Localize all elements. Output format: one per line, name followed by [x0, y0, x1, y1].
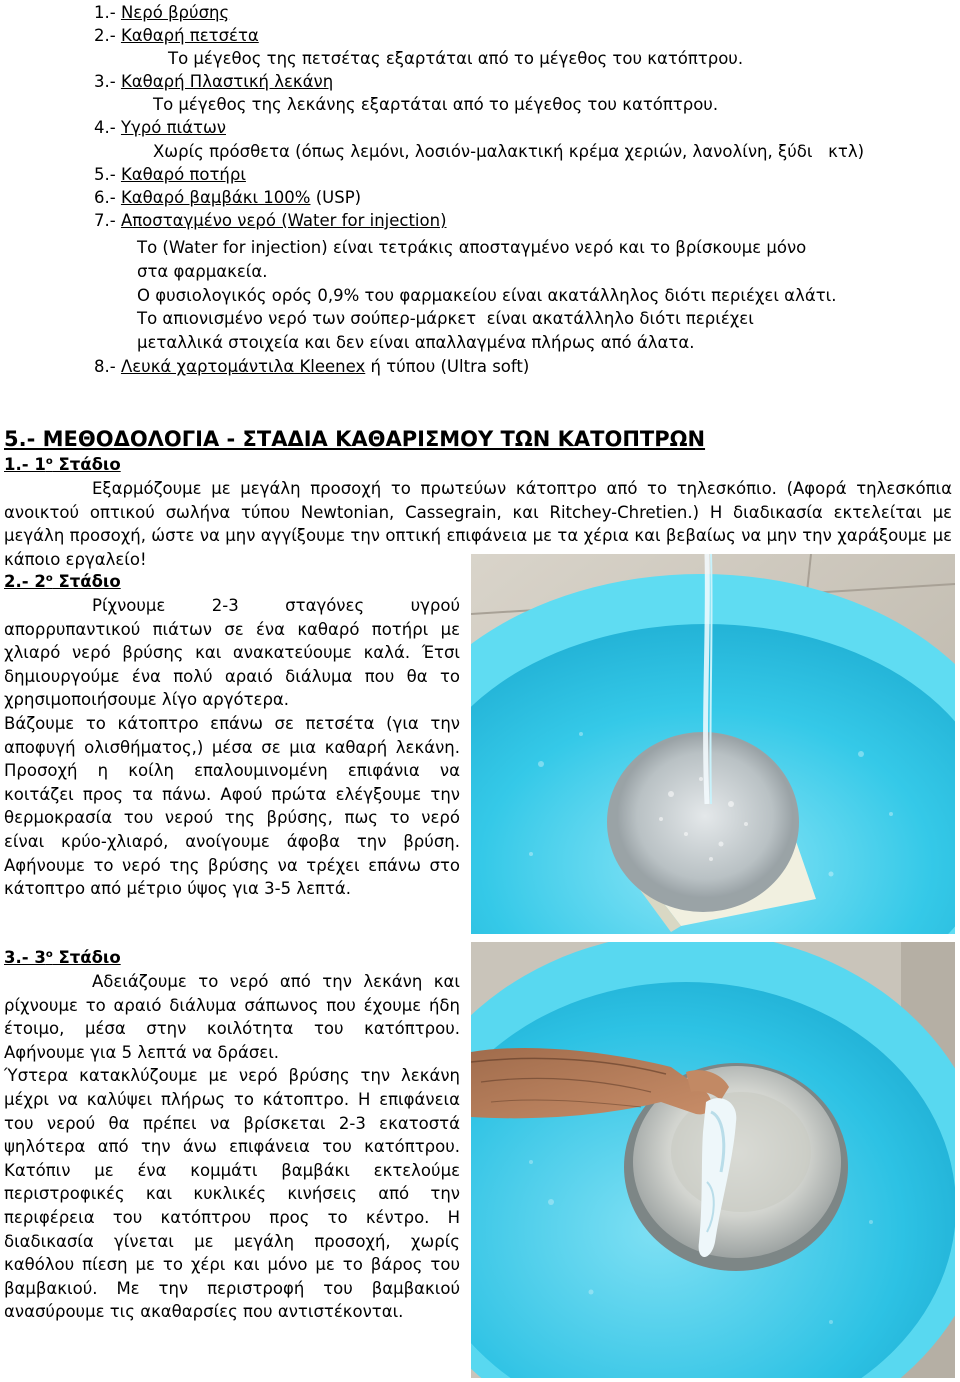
material-label-6: Καθαρό βαμβάκι 100%: [120, 188, 311, 207]
basin-rinse-photo: [471, 554, 955, 934]
stage-3-heading: 3.- $3^o$ Στάδιο: [4, 948, 121, 967]
material-note-4: Χωρίς πρόσθετα (όπως λεμόνι, λοσιόν-μαλακτική κρέμα χεριών, λανολίνη, ξύδι κτλ): [153, 142, 865, 161]
material-item-1: 1.- Νερό βρύσης: [94, 3, 230, 22]
stage-1-text: Εξαρμόζουμε με μεγάλη προσοχή το πρωτεύων κάτοπτρο από το τηλεσκόπιο. (Αφορά τηλεσκόπια ανοικτού οπτικού σωλήνα τύπου Newtonian, Cassegrain, και Ritchey-Chretien.) Η διαδικασία εκτελείται με μεγάλη προσοχή, ώστε να μην αγγίξουμε την οπτική επιφάνεια με τα χέρια και βεβαίως να μην την χαράξουμε με κάποιο εργαλείο!: [4, 479, 952, 569]
material-label-4: Υγρό πιάτων: [120, 118, 226, 137]
stage-1-heading: 1.- $1^o$ Στάδιο: [4, 455, 121, 474]
material-label-3: Καθαρή Πλαστική λεκάνη: [120, 72, 334, 91]
material-note-7a: Το (Water for injection) είναι τετράκις αποσταγμένο νερό και το βρίσκουμε μόνο: [137, 238, 807, 257]
material-note-7d: Το απιονισμένο νερό των σούπερ-μάρκετ είναι ακατάλληλο διότι περιέχει: [137, 309, 754, 328]
stage-2-heading: 2.- $2^o$ Στάδιο: [4, 572, 121, 591]
material-label-7: Αποσταγμένο νερό (Water for injection): [120, 211, 447, 230]
material-label-1: Νερό βρύσης: [120, 3, 230, 22]
stage-2-text: Ρίχνουμε 2-3 σταγόνες υγρού απορρυπαντικού πιάτων σε ένα καθαρό ποτήρι με χλιαρό νερό βρύσης και ανακατεύουμε καλά. Έτσι δημιουργούμε ένα πολύ αραιό διάλυμα που θα το χρησιμοποιήσουμε λίγο αργότερα. Βάζουμε το κάτοπτρο επάνω σε πετσέτα (για την αποφυγή ολισθήματος,) μέσα σε μια καθαρή λεκάνη. Προσοχή η κοίλη επαλουμινομένη επιφάνια να κοιτάζει προς τα πάνω. Αφού πρώτα ελέγξουμε την θερμοκρασία του νερού της βρύσης, πως το νερό είναι κρύο-χλιαρό, ανοίγουμε άφοβα την βρύση. Αφήνουμε το νερό της βρύσης να τρέχει επάνω στο κάτοπτρο από μέτριο ύψος για 3-5 λεπτά.: [4, 596, 460, 899]
material-item-2: 2.- Καθαρή πετσέτα: [94, 26, 259, 45]
cotton-wipe-photo: [471, 942, 955, 1378]
material-note-7c: Ο φυσιολογικός ορός 0,9% του φαρμακείου είναι ακατάλληλος διότι περιέχει αλάτι.: [137, 286, 837, 305]
material-item-5: 5.- Καθαρό ποτήρι: [94, 165, 246, 184]
material-item-3: 3.- Καθαρή Πλαστική λεκάνη: [94, 72, 334, 91]
material-note-3: Το μέγεθος της λεκάνης εξαρτάται από το μέγεθος του κατόπτρου.: [153, 95, 719, 114]
section-heading: 5.- ΜΕΘΟΔΟΛΟΓΙΑ - ΣΤΑΔΙΑ ΚΑΘΑΡΙΣΜΟΥ ΤΩΝ ΚΑΤΟΠΤΡΩΝ: [4, 427, 706, 451]
material-label-2: Καθαρή πετσέτα: [120, 26, 259, 45]
material-item-8: 8.- Λευκά χαρτομάντιλα Kleenex ή τύπου (Ultra soft): [94, 357, 530, 376]
material-note-7e: μεταλλικά στοιχεία και δεν είναι απαλλαγμένα πλήρως από άλατα.: [137, 333, 695, 352]
material-item-7: 7.- Αποσταγμένο νερό (Water for injection): [94, 211, 447, 230]
material-label-5: Καθαρό ποτήρι: [120, 165, 246, 184]
stage-3-text: Αδειάζουμε το νερό από την λεκάνη και ρίχνουμε το αραιό διάλυμα σάπωνος που έχουμε ήδη έτοιμο, μέσα στην κοιλότητα του κατόπτρου. Αφήνουμε για 5 λεπτά να δράσει. Ύστερα κατακλύζουμε με νερό βρύσης την λεκάνη μέχρι να καλύψει πλήρως το κάτοπτρο. Η επιφάνεια του νερού θα πρέπει να βρίσκεται 2-3 εκατοστά ψηλότερα από την άνω επιφάνεια του κατόπτρου. Κατόπιν με ένα κομμάτι βαμβάκι εκτελούμε περιστροφικές και κυκλικές κινήσεις από την περιφέρεια του κατόπτρου προς το κέντρο. Η διαδικασία γίνεται με μεγάλη προσοχή, χωρίς καθόλου πίεση με το χέρι και μόνο με το βάρος του βαμβακιού. Με την περιστροφή του βαμβακιού ανασύρουμε τις ακαθαρσίες που αντιστέκονται.: [4, 972, 460, 1322]
material-item-4: 4.- Υγρό πιάτων: [94, 118, 226, 137]
material-label-8: Λευκά χαρτομάντιλα Kleenex: [120, 357, 366, 376]
material-note-2: Το μέγεθος της πετσέτας εξαρτάται από το μέγεθος του κατόπτρου.: [168, 49, 744, 68]
material-note-7b: στα φαρμακεία.: [137, 262, 268, 281]
material-item-6: 6.- Καθαρό βαμβάκι 100% (USP): [94, 188, 362, 207]
